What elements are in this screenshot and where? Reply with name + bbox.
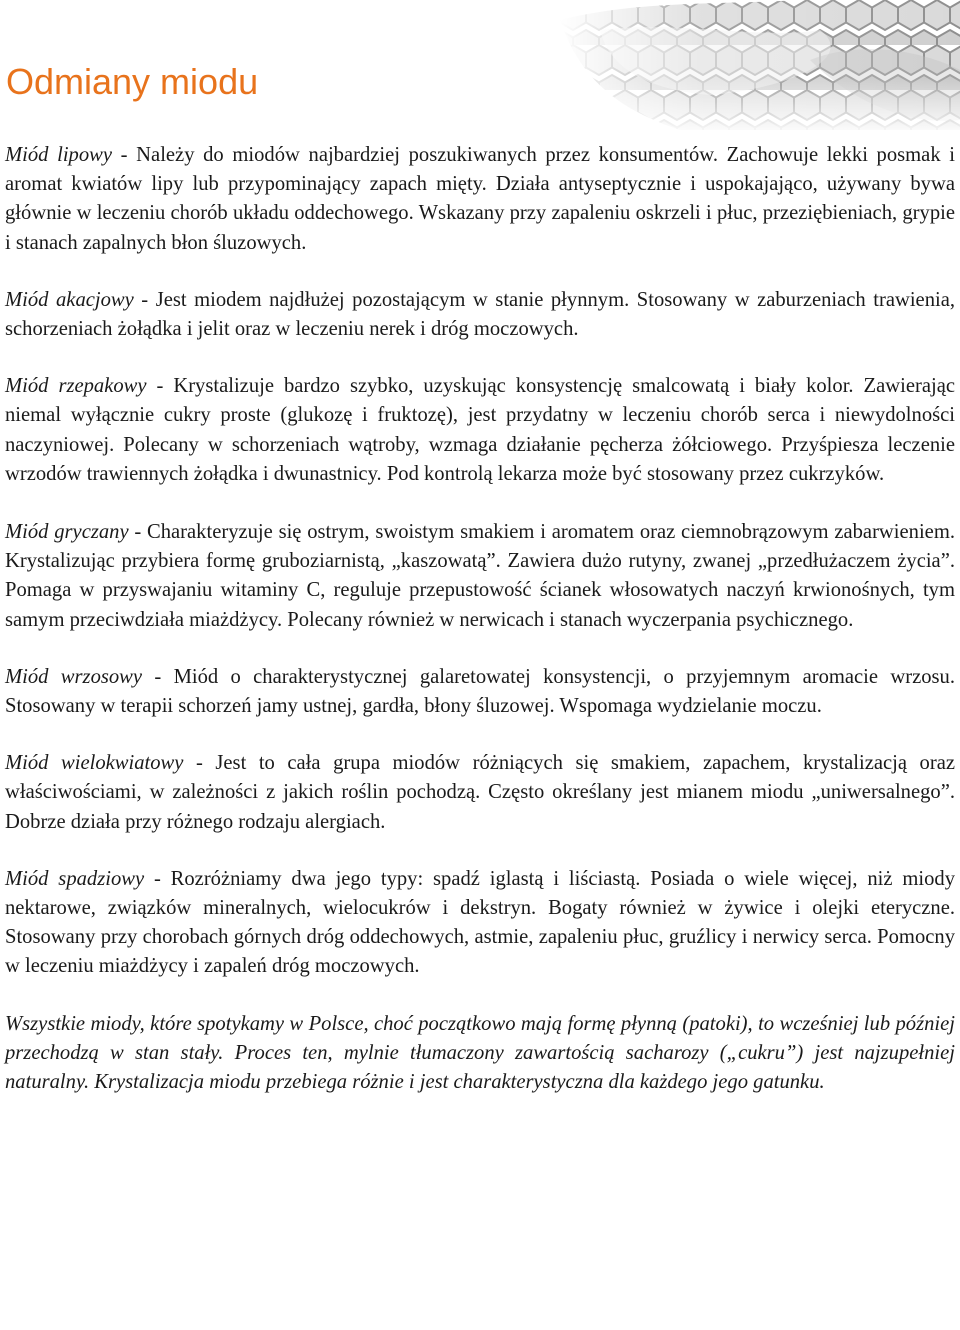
paragraph-wrzosowy	[5, 663, 955, 721]
honey-name: Miód wielokwiatowy	[5, 752, 184, 775]
honey-name: Miód gryczany	[5, 521, 129, 544]
honey-name: Miód lipowy	[5, 144, 113, 166]
honey-name: Miód rzepakowy	[5, 375, 147, 398]
honeycomb-image	[560, 0, 960, 130]
paragraph-wielokwiatowy	[5, 749, 955, 837]
honey-description: - Rozróżniamy dwa jego typy: spadź iglastą i liściastą. Posiada o wiele więcej, niż miody nektarowe, związków mineralnych, wielocukrów i dekstryn. Bogaty również w żywice i olejki eteryczne. Stosowany przy chorobach górnych dróg oddechowych, astmie, zapaleniu płuc, gruźlicy i nerwicy serca. Pomocny w leczeniu miażdżycy i zapaleń dróg moczowych.	[5, 867, 955, 978]
paragraph-rzepakowy	[5, 372, 955, 489]
honey-description: - Jest miodem najdłużej pozostającym w stanie płynnym. Stosowany w zaburzeniach trawienia, schorzeniach żołądka i jelit oraz w leczeniu nerek i dróg moczowych.	[5, 288, 956, 341]
paragraph-akacjowy	[5, 286, 955, 344]
honey-description: - Miód o charakterystycznej galaretowatej konsystencji, o przyjemnym aromacie wrzosu. Stosowany w terapii schorzeń jamy ustnej, gardła, błony śluzowej. Wspomaga wydzielanie moczu.	[5, 665, 955, 718]
honey-name: Miód wrzosowy	[5, 665, 143, 688]
closing-paragraph: Wszystkie miody, które spotykamy w Polsce, choć początkowo mają formę płynną (patoki), to wcześniej lub później przechodzą w stan stały. Proces ten, mylnie tłumaczony zawartością sacharozy („cukru”) jest najzupełniej naturalny. Krystalizacja miodu przebiega różnie i jest charakterystyczna dla każdego jego gatunku.	[5, 1012, 955, 1094]
page-title: Odmiany miodu	[6, 61, 259, 102]
paragraph-gryczany	[5, 518, 955, 635]
honey-name: Miód akacjowy	[5, 288, 134, 311]
honey-description: - Jest to cała grupa miodów różniących się smakiem, zapachem, krystalizacją oraz właściwościami, w zależności z jakich roślin pochodzą. Często określany jest mianem miodu „uniwersalnego”. Dobrze działa przy różnego rodzaju alergiach.	[5, 752, 955, 833]
document-body	[5, 141, 955, 1097]
honey-description: - Należy do miodów najbardziej poszukiwanych przez konsumentów. Zachowuje lekki posmak i aromat kwiatów lipy lub przypominający zapach mięty. Działa antyseptycznie i uspokajająco, używany bywa głównie w leczeniu chorób układu oddechowego. Wskazany przy zapaleniu oskrzeli i płuc, przeziębieniach, grypie i stanach zapalnych błon śluzowych.	[5, 144, 955, 254]
paragraph-lipowy	[5, 141, 955, 258]
paragraph-spadziowy	[5, 865, 955, 982]
honey-name: Miód spadziowy	[5, 867, 145, 890]
honey-description: - Charakteryzuje się ostrym, swoistym smakiem i aromatem oraz ciemnobrązowym zabarwieniem. Krystalizując przybiera formę gruboziarnistą, „kaszowatą”. Zawiera dużo rutyny, zwanej „przedłużaczem życia”. Pomaga w przyswajaniu witaminy C, reguluje przepustowość ścianek włosowatych naczyń krwionośnych, tym samym przeciwdziała miażdżycy. Polecany również w nerwicach i stanach wyczerpania psychicznego.	[5, 521, 955, 631]
honey-description: - Krystalizuje bardzo szybko, uzyskując konsystencję smalcowatą i biały kolor. Zawierając niemal wyłącznie cukry proste (glukozę i fruktozę), jest przydatny w leczeniu chorób serca i niewydolności naczyniowej. Polecany w schorzeniach wątroby, wzmaga działanie pęcherza żółciowego. Przyśpiesza leczenie wrzodów trawiennych żołądka i dwunastnicy. Pod kontrolą lekarza może być stosowany przez cukrzyków.	[5, 375, 955, 485]
